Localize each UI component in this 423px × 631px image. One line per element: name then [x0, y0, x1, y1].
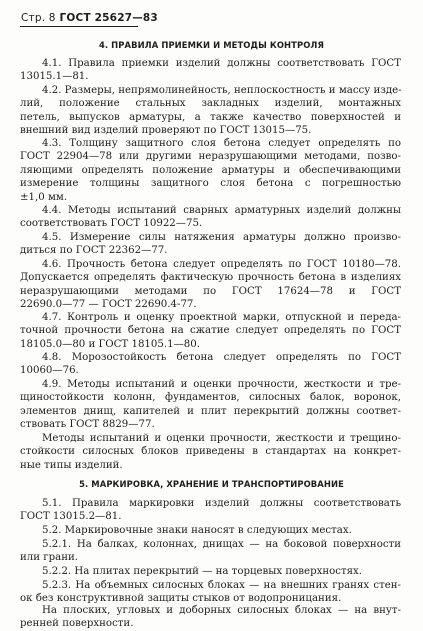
text-line: 5.2.1. На балках, колоннах, днищах — на боковой поверхности [42, 539, 401, 550]
section-4-title: 4. ПРАВИЛА ПРИЕМКИ И МЕТОДЫ КОНТРОЛЯ [98, 40, 325, 50]
paragraph-4-6 [20, 258, 401, 312]
text-line: неразрушающими методами по ГОСТ 17624—78 и ГОСТ [20, 285, 401, 297]
text-line: 5.2.3. На объемных силосных блоках — на внешних гранях стен- [42, 580, 401, 591]
paragraph-4-4 [20, 204, 401, 231]
text-line: элементов днищ, капителей и плит перекрытий должны соответ- [20, 405, 401, 417]
text-line: 4.1. Правила приемки изделий должны соответствовать ГОСТ [42, 58, 401, 69]
text-line: 4.9. Методы испытаний и оценки прочности, жесткости и тре- [42, 379, 401, 390]
text-line: 10060—76. [20, 365, 79, 377]
paragraph-4-1 [20, 57, 401, 84]
text-line: диться по ГОСТ 22362—77. [20, 245, 168, 257]
text-line: или грани. [20, 552, 79, 564]
text-line: ГОСТ 13015.2—81. [20, 511, 122, 523]
text-line: ренней поверхности. [20, 618, 134, 630]
text-line: щиностойкости колонн, фундаментов, силосных балок, воронок, [20, 392, 401, 404]
text-line: 5.2.2. На плитах перекрытий — на торцевых поверхностях. [42, 566, 363, 577]
paragraph-4-3 [20, 137, 401, 204]
text-line: ГОСТ 22904—78 или другими неразрушающими методами, позво- [20, 151, 401, 163]
paragraph-4-5 [20, 231, 401, 258]
section-5-title: 5. МАРКИРОВКА, ХРАНЕНИЕ И ТРАНСПОРТИРОВАНИЕ [79, 479, 344, 489]
text-line: 4.2. Размеры, непрямолинейность, неплоскостность и массу изде- [42, 85, 402, 96]
header-rule [20, 26, 138, 27]
text-line: петель, выпусков арматуры, а также качество поверхностей и [20, 111, 401, 123]
text-line: 13015.1—81. [20, 71, 89, 83]
page-number: Стр. 8 [21, 12, 56, 24]
text-line: ные типы изделий. [20, 459, 123, 471]
text-line: ок без конструктивной защиты стыков от водопроницания. [20, 593, 342, 605]
text-line: ствовать ГОСТ 8829—77. [20, 419, 155, 431]
text-line: 4.6. Прочность бетона следует определять по ГОСТ 10180—78. [42, 259, 401, 270]
paragraph-5-2-3 [20, 579, 401, 606]
text-line: Методы испытаний и оценки прочности, жесткости и трещино- [42, 433, 401, 444]
text-line: измерение толщины защитного слоя бетона с погрешностью [20, 178, 401, 190]
text-line: 22690.0—77 — ГОСТ 22690.4-77. [20, 299, 197, 311]
text-line: 5.2. Маркировочные знаки наносят в следующих местах. [42, 525, 352, 536]
text-line: ±1,0 мм. [20, 191, 68, 203]
paragraph-4-8 [20, 351, 401, 378]
paragraph-5-2 [20, 524, 401, 537]
paragraph-5-1 [20, 497, 401, 524]
paragraph-4-7 [20, 311, 401, 351]
paragraph-4-9-note [20, 432, 401, 472]
text-line: стойкости силосных блоков приведены в стандартах на конкрет- [20, 446, 401, 458]
text-line: 18105.0—80 и ГОСТ 18105.1—80. [20, 338, 200, 350]
paragraph-4-2 [20, 84, 401, 138]
text-line: 4.4. Методы испытаний сварных арматурных изделий должны [42, 205, 401, 216]
paragraph-4-9 [20, 378, 401, 432]
paragraph-5-2-3-note [20, 604, 401, 631]
text-line: 4.3. Толщину защитного слоя бетона следует определять по [42, 138, 401, 149]
paragraph-5-2-2 [20, 565, 401, 578]
text-line: соответствовать ГОСТ 10922—75. [20, 218, 203, 230]
text-line: лий, положение стальных закладных изделий, монтажных [20, 98, 401, 110]
running-header [21, 12, 158, 24]
text-line: 4.7. Контроль и оценку проектной марки, отпускной и переда- [42, 312, 401, 323]
text-line: 4.8. Морозостойкость бетона следует определять по ГОСТ [42, 352, 401, 363]
text-line: внешний вид изделий проверяют по ГОСТ 13015—75. [20, 125, 312, 137]
text-line: 5.1. Правила маркировки изделий должны соответствовать [42, 498, 401, 509]
standard-code: ГОСТ 25627—83 [59, 12, 158, 24]
text-line: точной прочности бетона на сжатие следует определять по ГОСТ [20, 325, 401, 337]
text-line: На плоских, угловых и доборных силосных блоках — на внут- [42, 605, 401, 616]
text-line: ляющими определять положение арматуры и обеспечивающими [20, 164, 401, 176]
paragraph-5-2-1 [20, 538, 401, 565]
text-line: 4.5. Измерение силы натяжения арматуры должно произво- [42, 232, 401, 243]
text-line: Допускается определять фактическую прочность бетона в изделиях [20, 272, 401, 284]
